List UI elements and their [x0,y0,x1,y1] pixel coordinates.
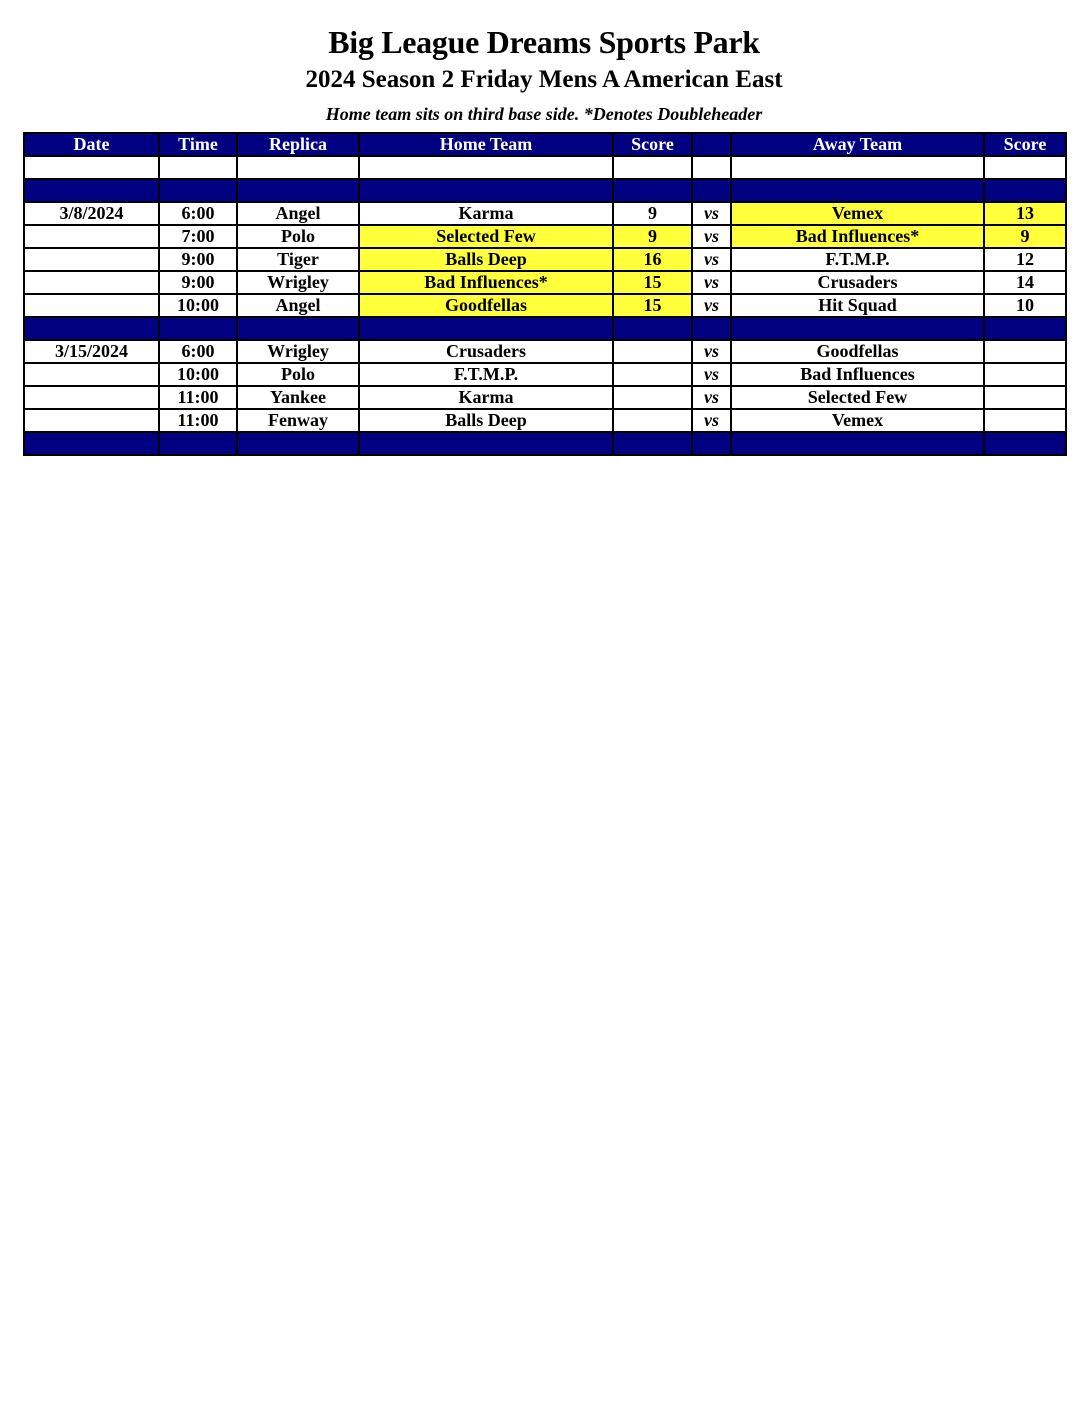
separator-cell [237,432,359,455]
home-score [613,340,692,363]
away-team: F.T.M.P. [731,248,984,271]
separator-cell [24,179,159,202]
vs-label: vs [692,248,731,271]
game-row [24,294,1066,317]
col-home-team: Home Team [359,133,613,156]
game-replica: Tiger [237,248,359,271]
schedule-table [23,132,1067,456]
separator-cell [692,317,731,340]
separator-cell [159,317,237,340]
separator-cell [237,317,359,340]
blank-cell [159,156,237,179]
game-row [24,363,1066,386]
home-score [613,386,692,409]
vs-label: vs [692,363,731,386]
game-replica: Polo [237,225,359,248]
home-score: 16 [613,248,692,271]
separator-cell [359,317,613,340]
away-score: 14 [984,271,1066,294]
game-time: 9:00 [159,271,237,294]
game-date [24,409,159,432]
blank-cell [24,156,159,179]
col-away-team: Away Team [731,133,984,156]
home-score: 9 [613,225,692,248]
schedule-body [24,156,1066,455]
vs-label: vs [692,294,731,317]
game-replica: Polo [237,363,359,386]
game-time: 11:00 [159,409,237,432]
vs-label: vs [692,386,731,409]
home-score: 15 [613,271,692,294]
home-score: 9 [613,202,692,225]
week-separator-row [24,179,1066,202]
home-team: Goodfellas [359,294,613,317]
game-date: 3/8/2024 [24,202,159,225]
vs-label: vs [692,225,731,248]
game-row [24,271,1066,294]
game-replica: Angel [237,202,359,225]
game-time: 11:00 [159,386,237,409]
game-row [24,409,1066,432]
game-time: 9:00 [159,248,237,271]
home-team: Selected Few [359,225,613,248]
away-team: Vemex [731,409,984,432]
separator-cell [159,432,237,455]
separator-cell [159,179,237,202]
blank-cell [984,156,1066,179]
vs-label: vs [692,202,731,225]
blank-cell [613,156,692,179]
away-team: Vemex [731,202,984,225]
away-team: Hit Squad [731,294,984,317]
separator-cell [613,317,692,340]
page-subtitle: 2024 Season 2 Friday Mens A American East [305,66,783,93]
game-date [24,363,159,386]
game-replica: Angel [237,294,359,317]
game-date [24,225,159,248]
home-team: F.T.M.P. [359,363,613,386]
game-row [24,340,1066,363]
away-team: Goodfellas [731,340,984,363]
separator-cell [359,432,613,455]
away-team: Crusaders [731,271,984,294]
blank-cell [237,156,359,179]
col-vs [692,133,731,156]
game-replica: Yankee [237,386,359,409]
col-date: Date [24,133,159,156]
game-replica: Wrigley [237,271,359,294]
separator-cell [731,179,984,202]
away-team: Bad Influences* [731,225,984,248]
blank-cell [692,156,731,179]
separator-cell [692,179,731,202]
away-score [984,363,1066,386]
game-row [24,248,1066,271]
separator-cell [984,432,1066,455]
game-row [24,386,1066,409]
separator-cell [984,317,1066,340]
page-title: Big League Dreams Sports Park [328,24,760,60]
home-team: Balls Deep [359,248,613,271]
home-team: Karma [359,386,613,409]
home-team: Karma [359,202,613,225]
separator-cell [613,432,692,455]
game-time: 6:00 [159,340,237,363]
home-team: Crusaders [359,340,613,363]
header-row [24,133,1066,156]
away-score: 13 [984,202,1066,225]
game-date: 3/15/2024 [24,340,159,363]
separator-cell [731,432,984,455]
vs-label: vs [692,271,731,294]
home-score [613,363,692,386]
away-score: 10 [984,294,1066,317]
game-time: 10:00 [159,294,237,317]
vs-label: vs [692,340,731,363]
separator-cell [24,317,159,340]
game-date [24,248,159,271]
blank-row [24,156,1066,179]
away-score [984,340,1066,363]
home-score: 15 [613,294,692,317]
away-team: Selected Few [731,386,984,409]
away-score [984,409,1066,432]
away-team: Bad Influences [731,363,984,386]
separator-cell [24,432,159,455]
home-team: Bad Influences* [359,271,613,294]
col-time: Time [159,133,237,156]
col-home-score: Score [613,133,692,156]
away-score: 9 [984,225,1066,248]
away-score: 12 [984,248,1066,271]
page-note: Home team sits on third base side. *Denotes Doubleheader [325,104,763,124]
week-separator-row [24,432,1066,455]
game-date [24,294,159,317]
game-date [24,271,159,294]
home-score [613,409,692,432]
separator-cell [237,179,359,202]
blank-cell [731,156,984,179]
game-row [24,202,1066,225]
separator-cell [984,179,1066,202]
game-replica: Fenway [237,409,359,432]
game-replica: Wrigley [237,340,359,363]
home-team: Balls Deep [359,409,613,432]
away-score [984,386,1066,409]
game-time: 7:00 [159,225,237,248]
game-row [24,225,1066,248]
col-away-score: Score [984,133,1066,156]
vs-label: vs [692,409,731,432]
week-separator-row [24,317,1066,340]
col-replica: Replica [237,133,359,156]
blank-cell [359,156,613,179]
game-time: 6:00 [159,202,237,225]
separator-cell [359,179,613,202]
game-date [24,386,159,409]
separator-cell [692,432,731,455]
game-time: 10:00 [159,363,237,386]
separator-cell [731,317,984,340]
separator-cell [613,179,692,202]
